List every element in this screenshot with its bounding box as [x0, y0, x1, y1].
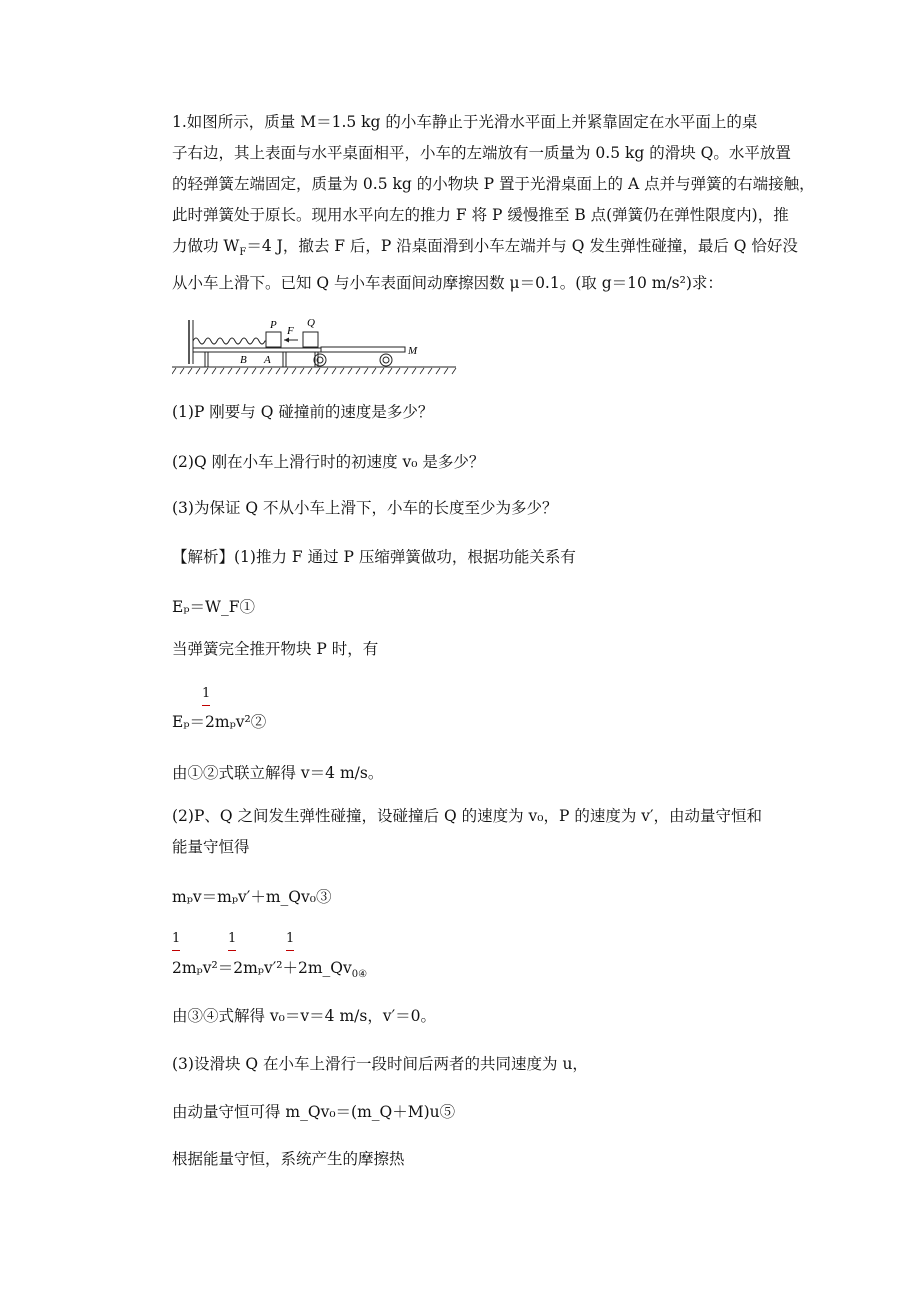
- eq4-numerator-1: 1: [172, 931, 181, 946]
- problem-line-3: 的轻弹簧左端固定，质量为 0.5 kg 的小物块 P 置于光滑桌面上的 A 点并与弹簧的右端接触，: [172, 175, 815, 193]
- problem-statement: [172, 107, 815, 299]
- spring-cart-diagram: [172, 312, 462, 380]
- eq2-fraction-numerator: 1: [202, 686, 211, 701]
- label-Q: Q: [307, 317, 315, 329]
- label-P: P: [270, 319, 277, 331]
- label-B: B: [240, 354, 247, 366]
- eq4-numerator-3: 1: [286, 931, 295, 946]
- eq4-fraction-bar-1: [172, 950, 180, 951]
- label-M: M: [408, 345, 418, 357]
- solution-part-2-line-2: 能量守恒得: [172, 838, 250, 856]
- solution-intro: 【解析】(1)推力 F 通过 P 压缩弹簧做功，根据功能关系有: [172, 548, 576, 566]
- result-2: 由③④式解得 v₀＝v＝4 m/s，v′＝0。: [172, 1007, 436, 1025]
- eq4-fraction-bar-3: [286, 950, 294, 951]
- equation-3: mₚv＝mₚv′＋m_Qv₀③: [172, 888, 332, 906]
- eq2-fraction-bar: [202, 705, 210, 706]
- equation-1: Eₚ＝W_F①: [172, 598, 255, 616]
- problem-figure: [172, 312, 462, 384]
- problem-line-2: 子右边，其上表面与水平桌面相平，小车的左端放有一质量为 0.5 kg 的滑块 Q。水平放置: [172, 144, 791, 162]
- question-2: (2)Q 刚在小车上滑行时的初速度 v₀ 是多少？: [172, 453, 485, 471]
- equation-2: Eₚ＝2mₚv²②: [172, 713, 267, 731]
- equation-5: 由动量守恒可得 m_Qv₀＝(m_Q＋M)u⑤: [172, 1103, 456, 1121]
- problem-line-4: 此时弹簧处于原长。现用水平向左的推力 F 将 P 缓慢推至 B 点(弹簧仍在弹性限度内)，推: [172, 206, 789, 224]
- solution-part-3: (3)设滑块 Q 在小车上滑行一段时间后两者的共同速度为 u，: [172, 1055, 588, 1073]
- label-A: A: [264, 354, 271, 366]
- equation-4: $2m_pv^2=2m_pv'^2+2m\_Qv_{0④}$: [172, 959, 368, 981]
- result-1: 由①②式联立解得 v＝4 m/s。: [172, 764, 384, 782]
- solution-part-2-line-1: (2)P、Q 之间发生弹性碰撞，设碰撞后 Q 的速度为 v₀，P 的速度为 v′，由动量守恒和: [172, 807, 763, 825]
- question-1: (1)P 刚要与 Q 碰撞前的速度是多少？: [172, 403, 434, 421]
- question-3: (3)为保证 Q 不从小车上滑下，小车的长度至少为多少？: [172, 499, 558, 517]
- problem-line-1: 1.如图所示，质量 M＝1.5 kg 的小车静止于光滑水平面上并紧靠固定在水平面上的桌: [172, 113, 758, 131]
- problem-line-5: 力做功 $W_F=4$ J，撤去 F 后，P 沿桌面滑到小车左端并与 Q 发生弹性碰撞，最后 Q 恰好没: [172, 237, 798, 259]
- eq4-numerator-2: 1: [228, 931, 237, 946]
- solution-step-2: 当弹簧完全推开物块 P 时，有: [172, 640, 379, 658]
- eq4-fraction-bar-2: [228, 950, 236, 951]
- solution-last-line: 根据能量守恒，系统产生的摩擦热: [172, 1150, 405, 1168]
- solution-part-2: [172, 801, 774, 863]
- label-F: F: [287, 325, 294, 337]
- problem-line-6: 从小车上滑下。已知 Q 与小车表面间动摩擦因数 μ＝0.1。(取 g＝10 m/s²)求：: [172, 274, 723, 293]
